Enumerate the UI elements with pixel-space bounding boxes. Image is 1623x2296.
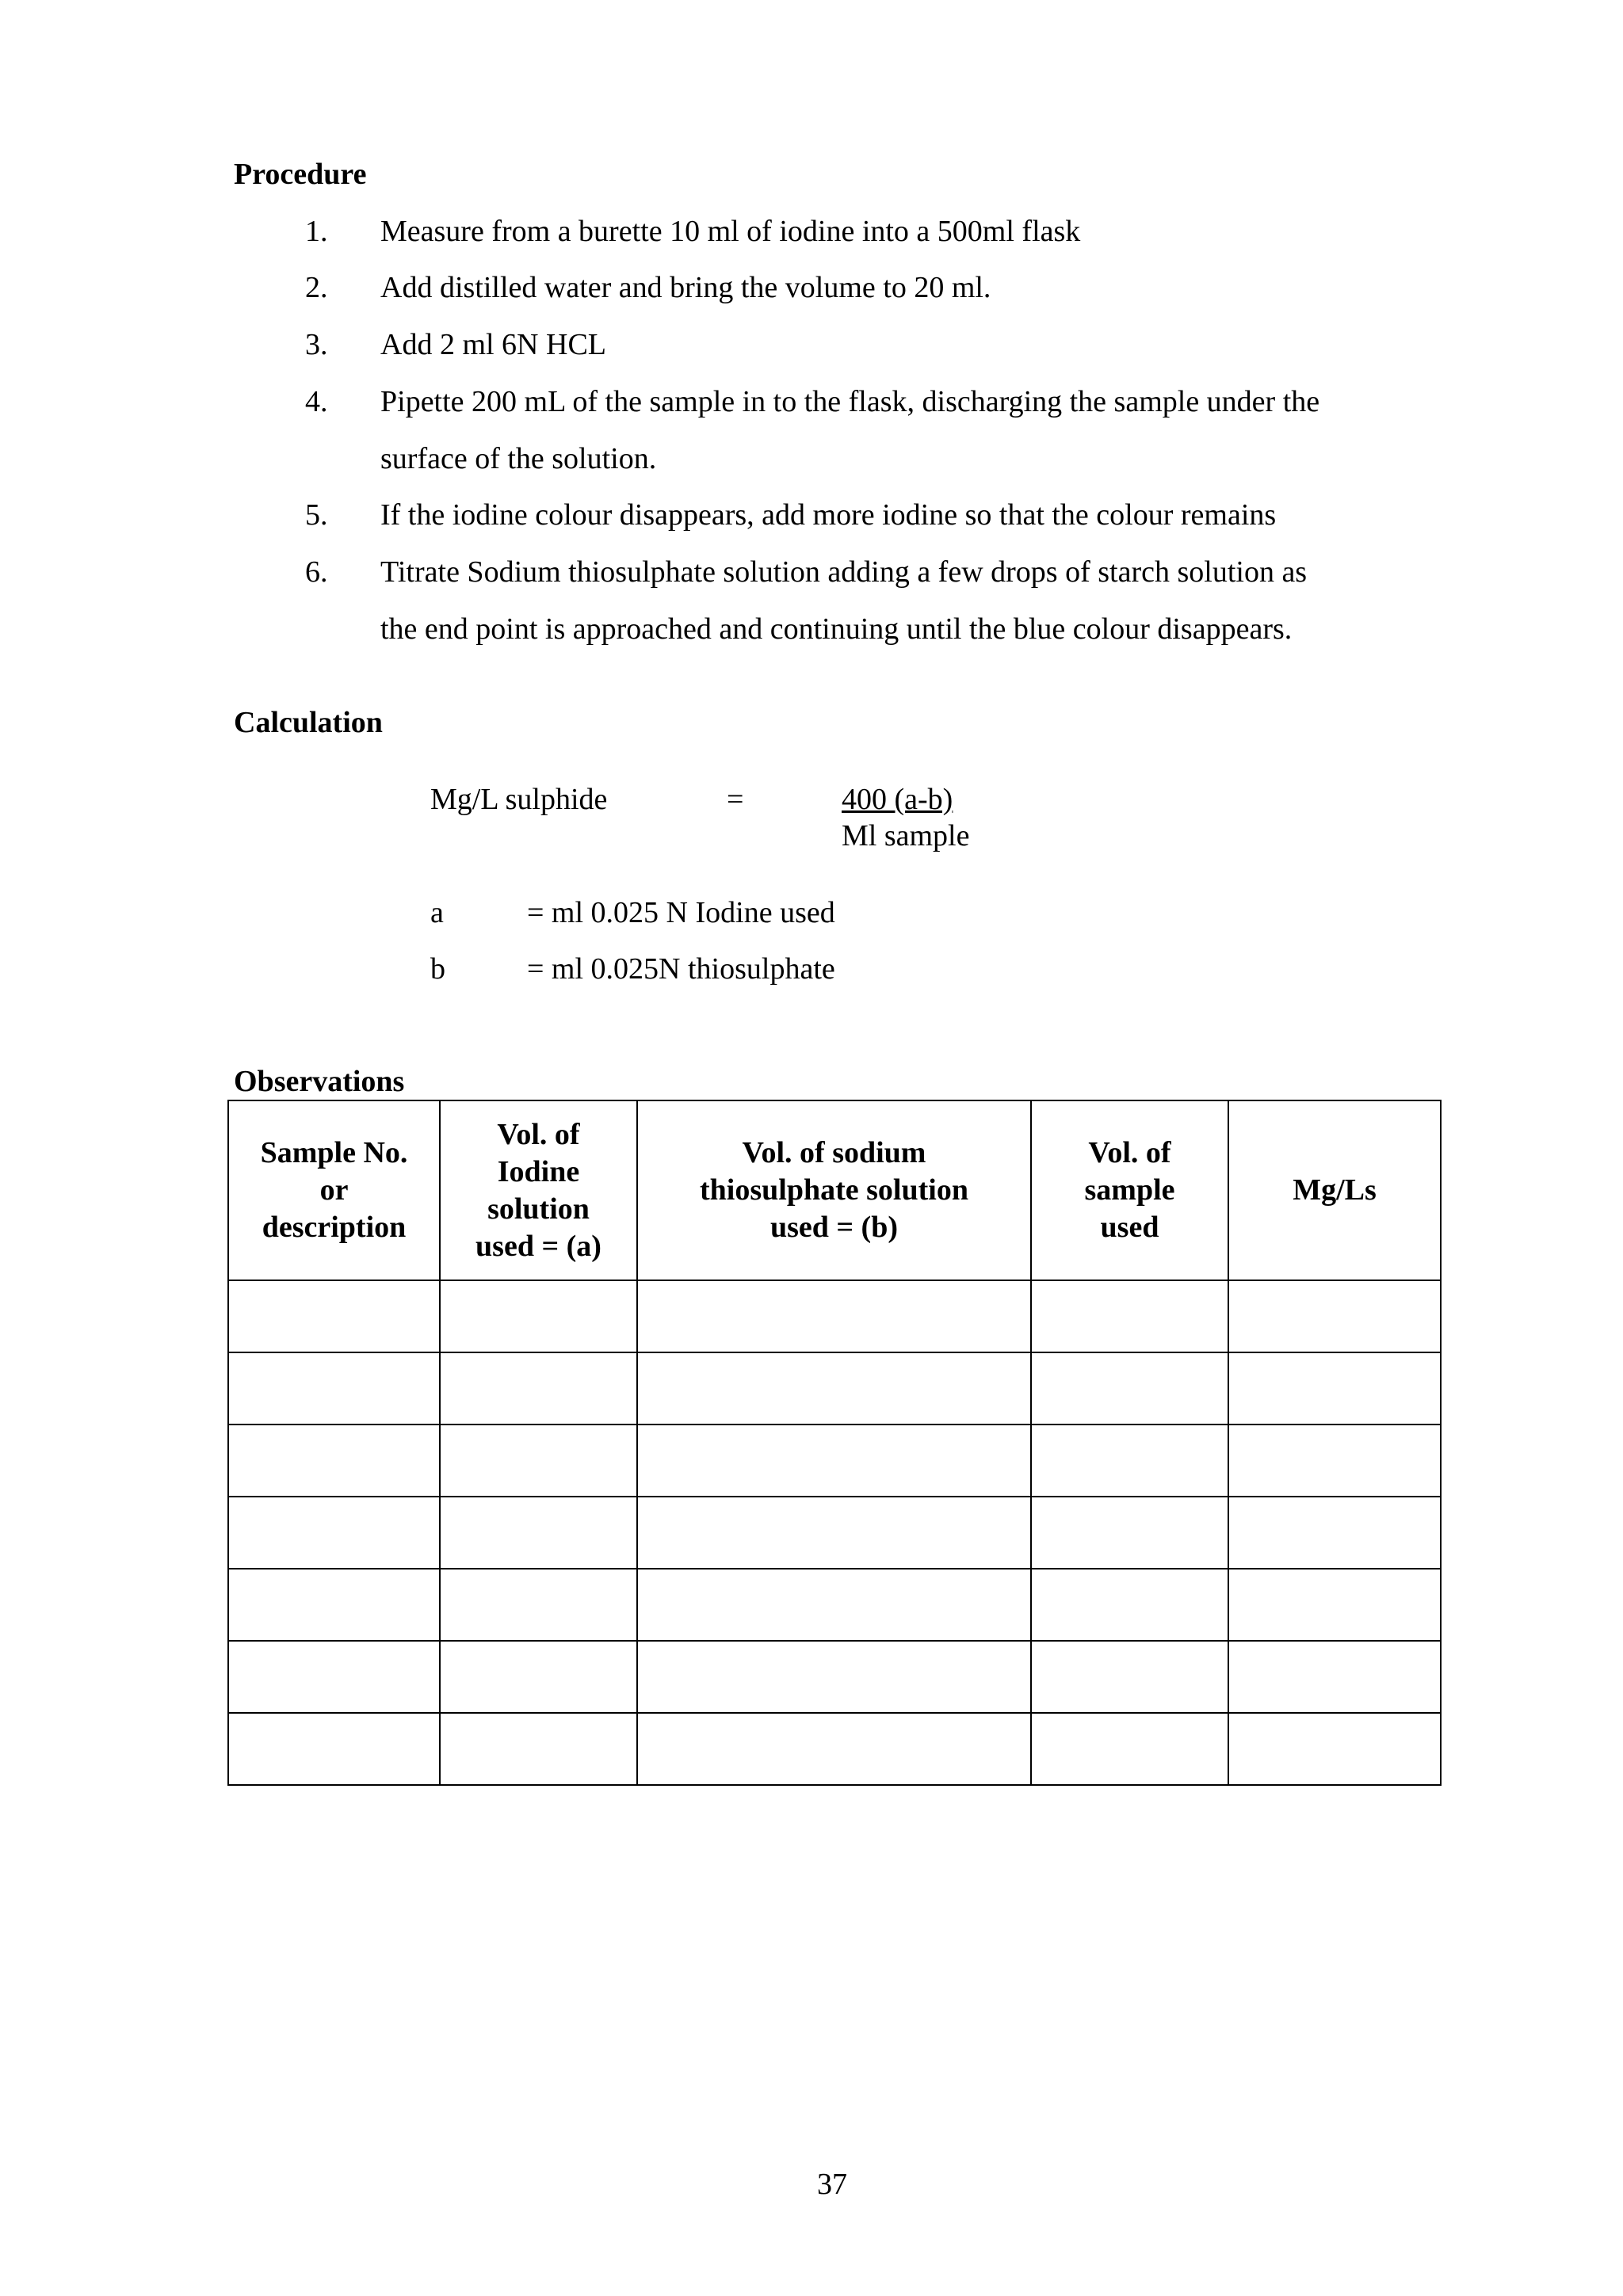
table-cell[interactable] — [440, 1641, 637, 1713]
header-line: or — [319, 1173, 349, 1207]
table-cell[interactable] — [1228, 1352, 1441, 1425]
header-line: Vol. of — [1088, 1136, 1171, 1169]
header-line: Iodine — [497, 1154, 580, 1188]
observations-heading: Observations — [234, 1065, 405, 1098]
table-cell[interactable] — [1031, 1641, 1228, 1713]
header-line: Sample No. — [260, 1136, 408, 1169]
table-row — [228, 1280, 1441, 1352]
formula-lhs: Mg/L sulphide — [430, 783, 608, 816]
table-cell[interactable] — [440, 1425, 637, 1497]
table-cell[interactable] — [228, 1497, 440, 1569]
table-cell[interactable] — [1031, 1497, 1228, 1569]
table-cell[interactable] — [1031, 1425, 1228, 1497]
step-text-continuation: the end point is approached and continuing until the blue colour disappears. — [380, 612, 1293, 646]
table-row — [228, 1497, 1441, 1569]
header-line: Vol. of — [497, 1117, 580, 1151]
variable-definition: = ml 0.025N thiosulphate — [527, 952, 835, 986]
table-cell[interactable] — [637, 1280, 1031, 1352]
table-cell[interactable] — [228, 1569, 440, 1641]
step-text: Add 2 ml 6N HCL — [380, 328, 606, 361]
table-row — [228, 1713, 1441, 1785]
calculation-heading: Calculation — [234, 706, 383, 739]
header-line: Mg/Ls — [1293, 1173, 1377, 1207]
header-mg-ls — [1228, 1100, 1441, 1280]
table-cell[interactable] — [1228, 1641, 1441, 1713]
table-cell[interactable] — [228, 1280, 440, 1352]
table-cell[interactable] — [1228, 1569, 1441, 1641]
step-number: 4. — [305, 385, 328, 418]
table-cell[interactable] — [440, 1569, 637, 1641]
table-cell[interactable] — [440, 1352, 637, 1425]
formula-numerator: 400 (a-b) — [842, 783, 953, 816]
table-cell[interactable] — [440, 1497, 637, 1569]
header-vol-iodine — [440, 1100, 637, 1280]
observations-table-body — [228, 1280, 1441, 1785]
table-cell[interactable] — [637, 1569, 1031, 1641]
variable-symbol: b — [430, 952, 445, 986]
step-text: Add distilled water and bring the volume to 20 ml. — [380, 271, 991, 304]
header-line: thiosulphate solution — [700, 1173, 968, 1207]
header-vol-thiosulphate — [637, 1100, 1031, 1280]
step-number: 6. — [305, 555, 328, 589]
header-vol-sample — [1031, 1100, 1228, 1280]
table-row — [228, 1425, 1441, 1497]
formula-equals: = — [727, 783, 744, 816]
header-sample-no — [228, 1100, 440, 1280]
formula-denominator: Ml sample — [842, 819, 970, 852]
table-header-row — [228, 1100, 1441, 1280]
table-cell[interactable] — [637, 1713, 1031, 1785]
table-cell[interactable] — [228, 1352, 440, 1425]
step-number: 2. — [305, 271, 328, 304]
table-cell[interactable] — [228, 1713, 440, 1785]
table-cell[interactable] — [637, 1425, 1031, 1497]
step-number: 1. — [305, 215, 328, 248]
header-line: solution — [487, 1192, 590, 1226]
table-cell[interactable] — [637, 1641, 1031, 1713]
table-cell[interactable] — [1228, 1280, 1441, 1352]
table-row — [228, 1569, 1441, 1641]
step-text: If the iodine colour disappears, add more iodine so that the colour remains — [380, 498, 1277, 532]
header-line: description — [262, 1211, 407, 1244]
header-line: sample — [1084, 1173, 1175, 1207]
table-row — [228, 1352, 1441, 1425]
header-line: used = (b) — [769, 1211, 899, 1244]
table-cell[interactable] — [637, 1352, 1031, 1425]
table-cell[interactable] — [1228, 1425, 1441, 1497]
step-number: 3. — [305, 328, 328, 361]
variable-definition: = ml 0.025 N Iodine used — [527, 896, 835, 929]
table-cell[interactable] — [1228, 1497, 1441, 1569]
header-line: used = (a) — [475, 1229, 601, 1263]
table-row — [228, 1641, 1441, 1713]
step-text: Measure from a burette 10 ml of iodine into a 500ml flask — [380, 215, 1081, 248]
table-cell[interactable] — [1228, 1713, 1441, 1785]
step-number: 5. — [305, 498, 328, 532]
page-number: 37 — [817, 2168, 847, 2201]
step-text-continuation: surface of the solution. — [380, 442, 657, 475]
table-cell[interactable] — [637, 1497, 1031, 1569]
table-cell[interactable] — [1031, 1280, 1228, 1352]
step-text: Titrate Sodium thiosulphate solution adding a few drops of starch solution as — [380, 555, 1308, 589]
procedure-heading: Procedure — [234, 158, 367, 191]
observations-table — [227, 1100, 1442, 1786]
table-cell[interactable] — [440, 1713, 637, 1785]
table-cell[interactable] — [1031, 1713, 1228, 1785]
header-line: used — [1100, 1211, 1159, 1244]
table-cell[interactable] — [1031, 1569, 1228, 1641]
table-cell[interactable] — [228, 1425, 440, 1497]
variable-symbol: a — [430, 896, 444, 929]
table-cell[interactable] — [1031, 1352, 1228, 1425]
header-line: Vol. of sodium — [742, 1136, 926, 1169]
table-cell[interactable] — [440, 1280, 637, 1352]
step-text: Pipette 200 mL of the sample in to the flask, discharging the sample under the — [380, 385, 1320, 418]
table-cell[interactable] — [228, 1641, 440, 1713]
